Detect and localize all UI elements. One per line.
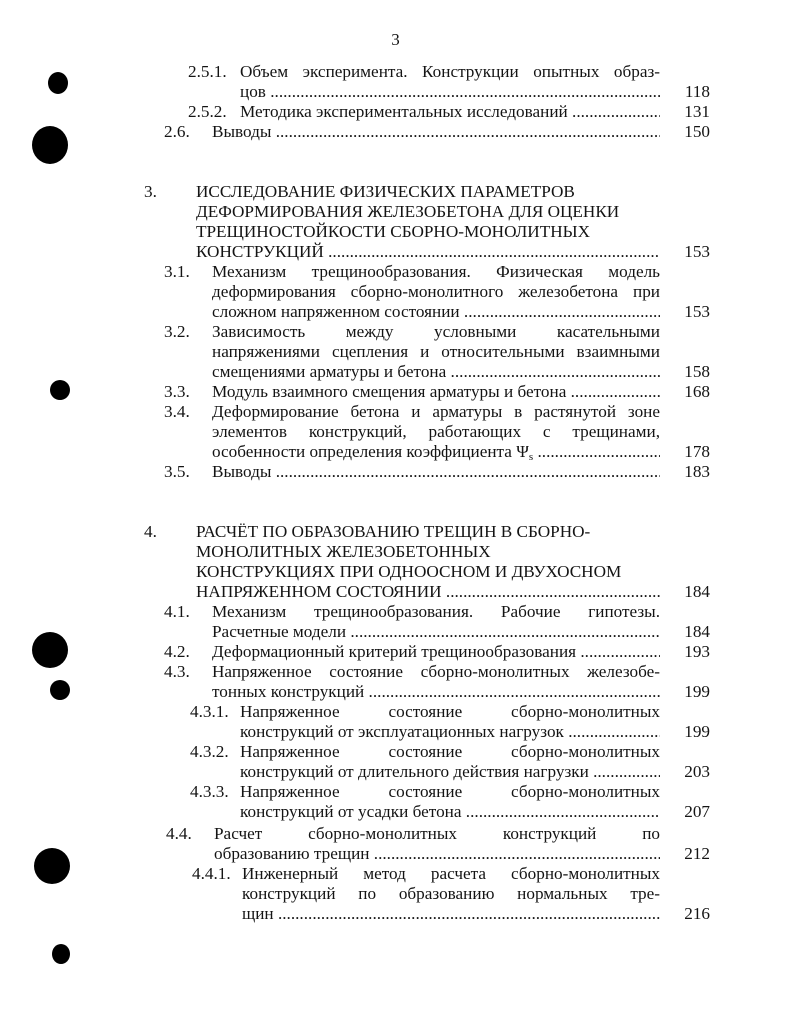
entry-page: 184 (684, 582, 710, 601)
entry-page: 183 (684, 462, 710, 481)
punch-hole (52, 944, 70, 964)
entry-title-last-line: цов ..... (240, 82, 660, 102)
entry-title: Выводы ..... (212, 122, 660, 142)
entry-page: 178 (684, 442, 710, 461)
entry-page: 199 (684, 722, 710, 741)
entry-title: Механизм трещинообразования. Физическая модель деформирования сборно-монолитного железобетона при (212, 262, 660, 301)
entry-title-last-line: образованию трещин ..... (214, 844, 660, 864)
entry-page: 207 (684, 802, 710, 821)
entry-title-last-line: конструкций от эксплуатационных нагрузок ..... (240, 722, 660, 742)
entry-title-last-line: конструкций от длительного действия нагрузки ..... (240, 762, 660, 782)
entry-number: 2.6. (164, 122, 190, 141)
entry-title-last-line: КОНСТРУКЦИЙ ..... (196, 242, 660, 262)
entry-number: 4.3.1. (190, 702, 229, 721)
entry-title-last-line: тонных конструкций ..... (212, 682, 660, 702)
entry-title: Зависимость между условными касательными напряжениями сцепления и относительными взаимными (212, 322, 660, 361)
entry-title: Объем эксперимента. Конструкции опытных образ- (240, 62, 660, 81)
punch-hole (32, 126, 68, 164)
punch-hole (48, 72, 68, 94)
entry-page: 203 (684, 762, 710, 781)
entry-number: 4.3. (164, 662, 190, 681)
entry-page: 193 (684, 642, 710, 661)
entry-number: 3.2. (164, 322, 190, 341)
entry-number: 4.1. (164, 602, 190, 621)
entry-title: Методика экспериментальных исследований ..... (240, 102, 660, 122)
entry-title: Напряженное состояние сборно-монолитных железобе- (212, 662, 660, 681)
entry-title: Выводы ..... (212, 462, 660, 482)
psi-subscript: s (528, 451, 534, 463)
punch-hole (50, 680, 70, 700)
entry-title-last-line: особенности определения коэффициента $\Psi_s$ ..... (212, 442, 660, 467)
entry-page: 168 (684, 382, 710, 401)
entry-title: Механизм трещинообразования. Рабочие гипотезы. (212, 602, 660, 621)
entry-number: 3. (144, 182, 157, 201)
entry-title-last-line: смещениями арматуры и бетона ..... (212, 362, 660, 382)
entry-number: 4.4. (166, 824, 192, 843)
entry-title-last-line: НАПРЯЖЕННОМ СОСТОЯНИИ ..... (196, 582, 660, 602)
entry-number: 4.3.3. (190, 782, 229, 801)
entry-title: Модуль взаимного смещения арматуры и бетона ..... (212, 382, 660, 402)
entry-title: Напряженное состояние сборно-монолитных (240, 702, 660, 721)
entry-number: 3.1. (164, 262, 190, 281)
entry-number: 4.2. (164, 642, 190, 661)
entry-title: РАСЧЁТ ПО ОБРАЗОВАНИЮ ТРЕЩИН В СБОРНО- МОНОЛИТНЫХ ЖЕЛЕЗОБЕТОННЫХ КОНСТРУКЦИЯХ ПРИ ОДНООСНОМ И ДВУХОСНОМ (196, 522, 622, 581)
entry-page: 216 (684, 904, 710, 923)
entry-page: 118 (684, 82, 710, 101)
entry-page: 131 (684, 102, 710, 121)
entry-page: 150 (684, 122, 710, 141)
entry-number: 4.4.1. (192, 864, 231, 883)
entry-title: Инженерный метод расчета сборно-монолитных конструкций по образованию нормальных тре- (242, 864, 660, 903)
punch-hole (34, 848, 70, 884)
entry-number: 2.5.1. (188, 62, 227, 81)
entry-title-last-line: конструкций от усадки бетона ..... (240, 802, 660, 822)
entry-page: 153 (684, 302, 710, 321)
entry-number: 3.3. (164, 382, 190, 401)
punch-hole (32, 632, 68, 668)
entry-title: Расчет сборно-монолитных конструкций по (214, 824, 660, 843)
punch-hole (50, 380, 70, 400)
entry-title-last-line: Расчетные модели ..... (212, 622, 660, 642)
entry-title: Напряженное состояние сборно-монолитных (240, 742, 660, 761)
entry-number: 2.5.2. (188, 102, 227, 121)
entry-title: Деформирование бетона и арматуры в растянутой зоне элементов конструкций, работающих с трещинами, (212, 402, 660, 441)
page-number: 3 (391, 30, 400, 49)
entry-title-last-line: сложном напряженном состоянии ..... (212, 302, 660, 322)
entry-title: ИССЛЕДОВАНИЕ ФИЗИЧЕСКИХ ПАРАМЕТРОВ ДЕФОРМИРОВАНИЯ ЖЕЛЕЗОБЕТОНА ДЛЯ ОЦЕНКИ ТРЕЩИНОСТОЙКОСТИ СБОРНО-МОНОЛИТНЫХ (196, 182, 620, 241)
entry-page: 184 (684, 622, 710, 641)
entry-page: 199 (684, 682, 710, 701)
entry-number: 4. (144, 522, 157, 541)
entry-title: Напряженное состояние сборно-монолитных (240, 782, 660, 801)
entry-page: 212 (684, 844, 710, 863)
entry-page: 153 (684, 242, 710, 261)
entry-page: 158 (684, 362, 710, 381)
entry-number: 3.4. (164, 402, 190, 421)
entry-title: Деформационный критерий трещинообразования ..... (212, 642, 660, 662)
entry-number: 3.5. (164, 462, 190, 481)
entry-title-last-line: щин ..... (242, 904, 660, 924)
entry-number: 4.3.2. (190, 742, 229, 761)
